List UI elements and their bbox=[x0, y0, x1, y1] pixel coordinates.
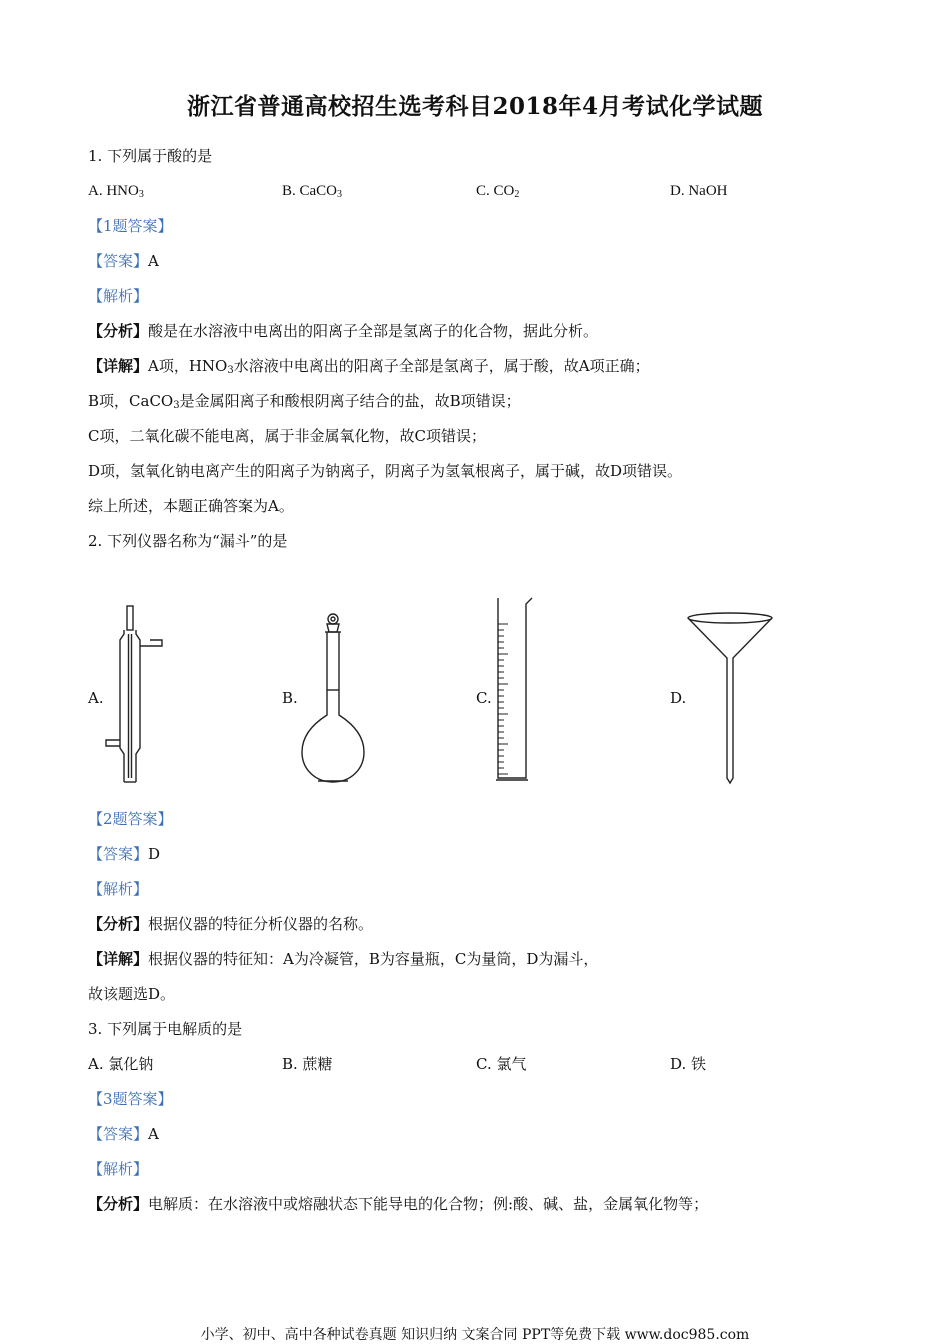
q3-option-c: C. 氯气 bbox=[476, 1055, 527, 1073]
q2-fenxi: 【分析】根据仪器的特征分析仪器的名称。 bbox=[88, 915, 374, 933]
q3-option-d: D. 铁 bbox=[670, 1055, 707, 1073]
q1-detail-1: 【详解】A项，$HNO_3$水溶液中电离出的阳离子全部是氢离子，属于酸，故A项正确； bbox=[88, 357, 650, 376]
q3-answer: 【答案】A bbox=[88, 1125, 159, 1143]
q3-answer-header: 【3题答案】 bbox=[88, 1090, 173, 1108]
q2-option-c-label: C. bbox=[476, 689, 492, 707]
q2-option-d-label: D. bbox=[670, 689, 687, 707]
funnel-icon bbox=[684, 610, 776, 785]
q1-summary: 综上所述，本题正确答案为A。 bbox=[88, 497, 294, 515]
q1-detail-4: D项，氢氧化钠电离产生的阳离子为钠离子，阴离子为氢氧根离子，属于碱，故D项错误。 bbox=[88, 462, 683, 480]
q1-answer: 【答案】A bbox=[88, 252, 159, 270]
q1-detail-2: B项，CaCO$_3$是金属阳离子和酸根阴离子结合的盐，故B项错误； bbox=[88, 392, 521, 411]
q1-option-d: D. NaOH bbox=[670, 183, 728, 199]
q1-answer-header: 【1题答案】 bbox=[88, 217, 173, 235]
q2-answer: 【答案】D bbox=[88, 845, 161, 863]
page-title: 浙江省普通高校招生选考科目2018年4月考试化学试题 bbox=[186, 93, 764, 120]
q1-option-c: C. $CO_2$ bbox=[476, 183, 520, 200]
q1-option-a: A. $HNO_3$ bbox=[88, 183, 144, 200]
page-footer: 小学、初中、高中各种试卷真题 知识归纳 文案合同 PPT等免费下载 www.doc985.com bbox=[200, 1327, 750, 1343]
q3-analysis-header: 【解析】 bbox=[88, 1160, 149, 1178]
q1-stem: 1. 下列属于酸的是 bbox=[88, 147, 213, 165]
q2-detail-1: 【详解】根据仪器的特征知：A为冷凝管，B为容量瓶，C为量筒，D为漏斗， bbox=[88, 950, 599, 968]
q2-option-a-label: A. bbox=[88, 689, 104, 707]
q2-option-b-label: B. bbox=[282, 689, 298, 707]
q3-fenxi: 【分析】电解质：在水溶液中或熔融状态下能导电的化合物；例:酸、碱、盐，金属氧化物等； bbox=[88, 1195, 709, 1213]
q2-detail-2: 故该题选D。 bbox=[88, 985, 176, 1003]
q3-option-b: B. 蔗糖 bbox=[282, 1055, 333, 1073]
q3-stem: 3. 下列属于电解质的是 bbox=[88, 1020, 243, 1038]
q1-analysis-header: 【解析】 bbox=[88, 287, 149, 305]
volumetric-flask-icon bbox=[296, 610, 374, 785]
q1-detail-3: C项，二氧化碳不能电离，属于非金属氧化物，故C项错误； bbox=[88, 427, 486, 445]
q2-answer-header: 【2题答案】 bbox=[88, 810, 173, 828]
q1-option-b: B. CaCO$_3$ bbox=[282, 183, 343, 200]
q2-analysis-header: 【解析】 bbox=[88, 880, 149, 898]
q3-option-a: A. 氯化钠 bbox=[88, 1055, 154, 1073]
graduated-cylinder-icon bbox=[490, 594, 540, 784]
q2-stem: 2. 下列仪器名称为“漏斗”的是 bbox=[88, 532, 288, 550]
q1-fenxi: 【分析】酸是在水溶液中电离出的阳离子全部是氢离子的化合物，据此分析。 bbox=[88, 322, 599, 340]
condenser-icon bbox=[100, 600, 170, 785]
